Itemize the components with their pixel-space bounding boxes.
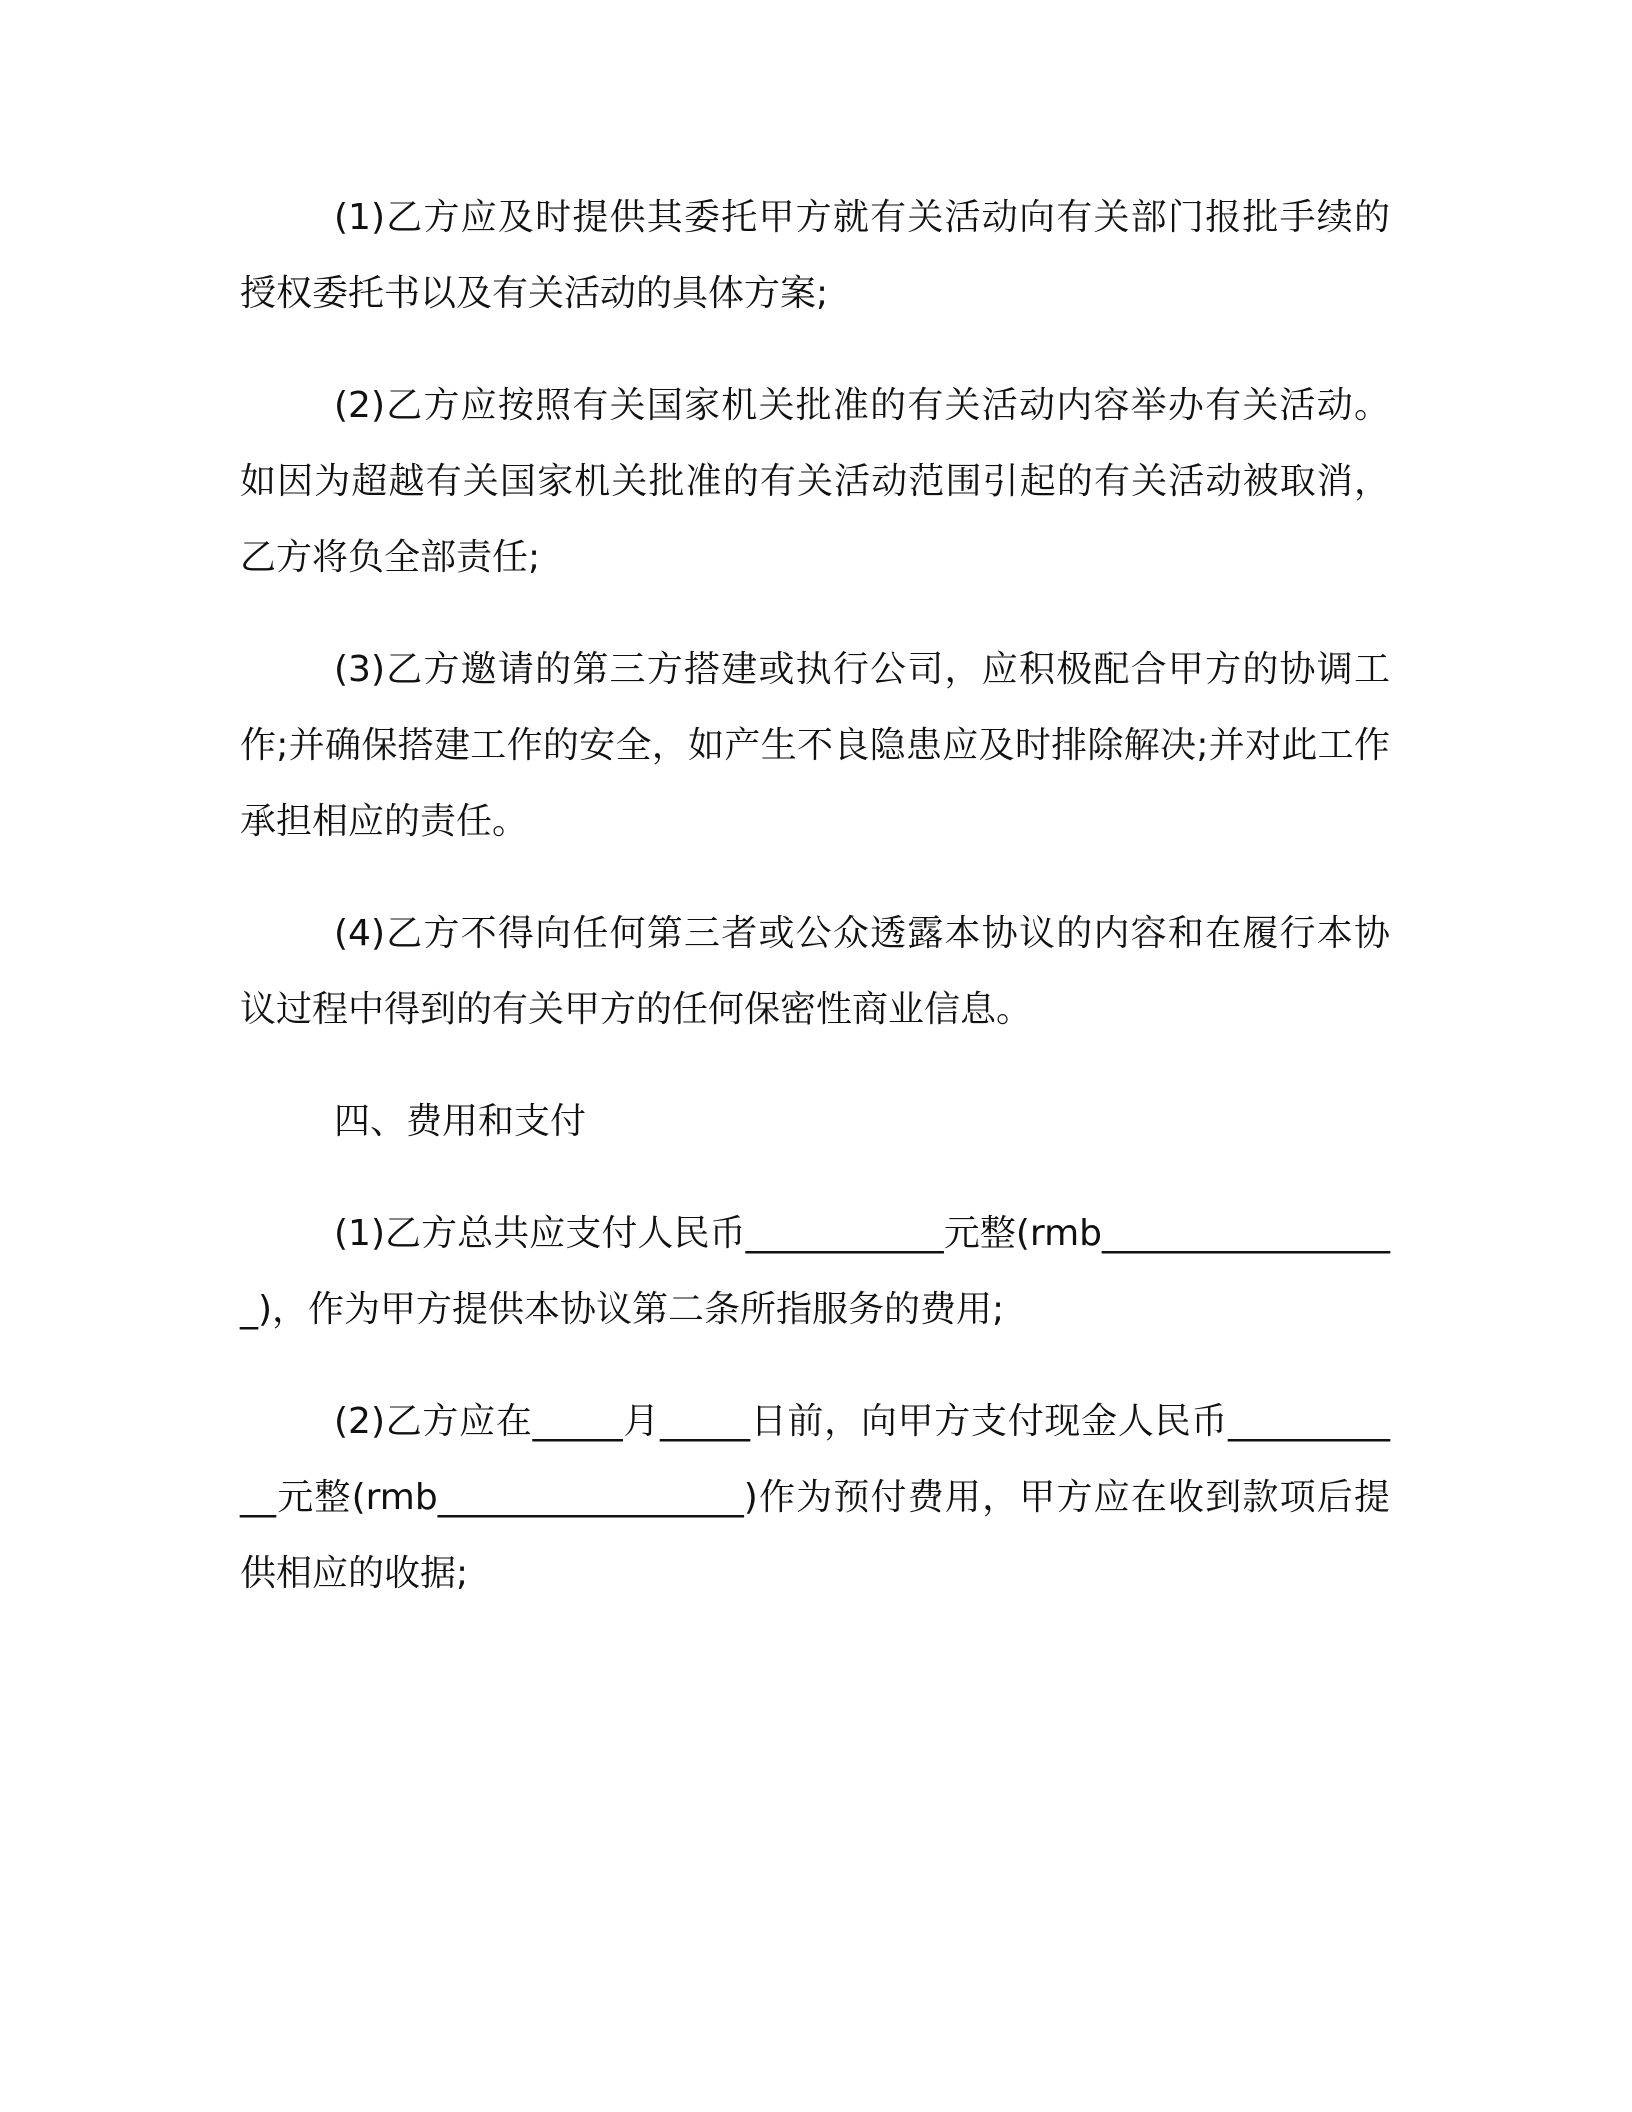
clause-1: (1)乙方应及时提供其委托甲方就有关活动向有关部门报批手续的授权委托书以及有关活动的具体方案; [240,197,1390,314]
clause-3: (3)乙方邀请的第三方搭建或执行公司，应积极配合甲方的协调工作;并确保搭建工作的安全，如产生不良隐患应及时排除解决;并对此工作承担相应的责任。 [240,649,1390,842]
section-heading: 四、费用和支付 [334,1101,587,1142]
clause-4: (4)乙方不得向任何第三者或公众透露本协议的内容和在履行本协议过程中得到的有关甲方的任何保密性商业信息。 [240,913,1390,1030]
payment-clause-1: (1)乙方总共应支付人民币___________元整(rmb_________________)，作为甲方提供本协议第二条所指服务的费用; [240,1213,1390,1330]
payment-clause-2: (2)乙方应在_____月_____日前，向甲方支付现金人民币___________元整(rmb_________________)作为预付费用，甲方应在收到款项后提供相应的收据; [240,1401,1390,1594]
clause-2: (2)乙方应按照有关国家机关批准的有关活动内容举办有关活动。如因为超越有关国家机关批准的有关活动范围引起的有关活动被取消，乙方将负全部责任; [240,385,1390,578]
document-body [240,180,1390,1648]
